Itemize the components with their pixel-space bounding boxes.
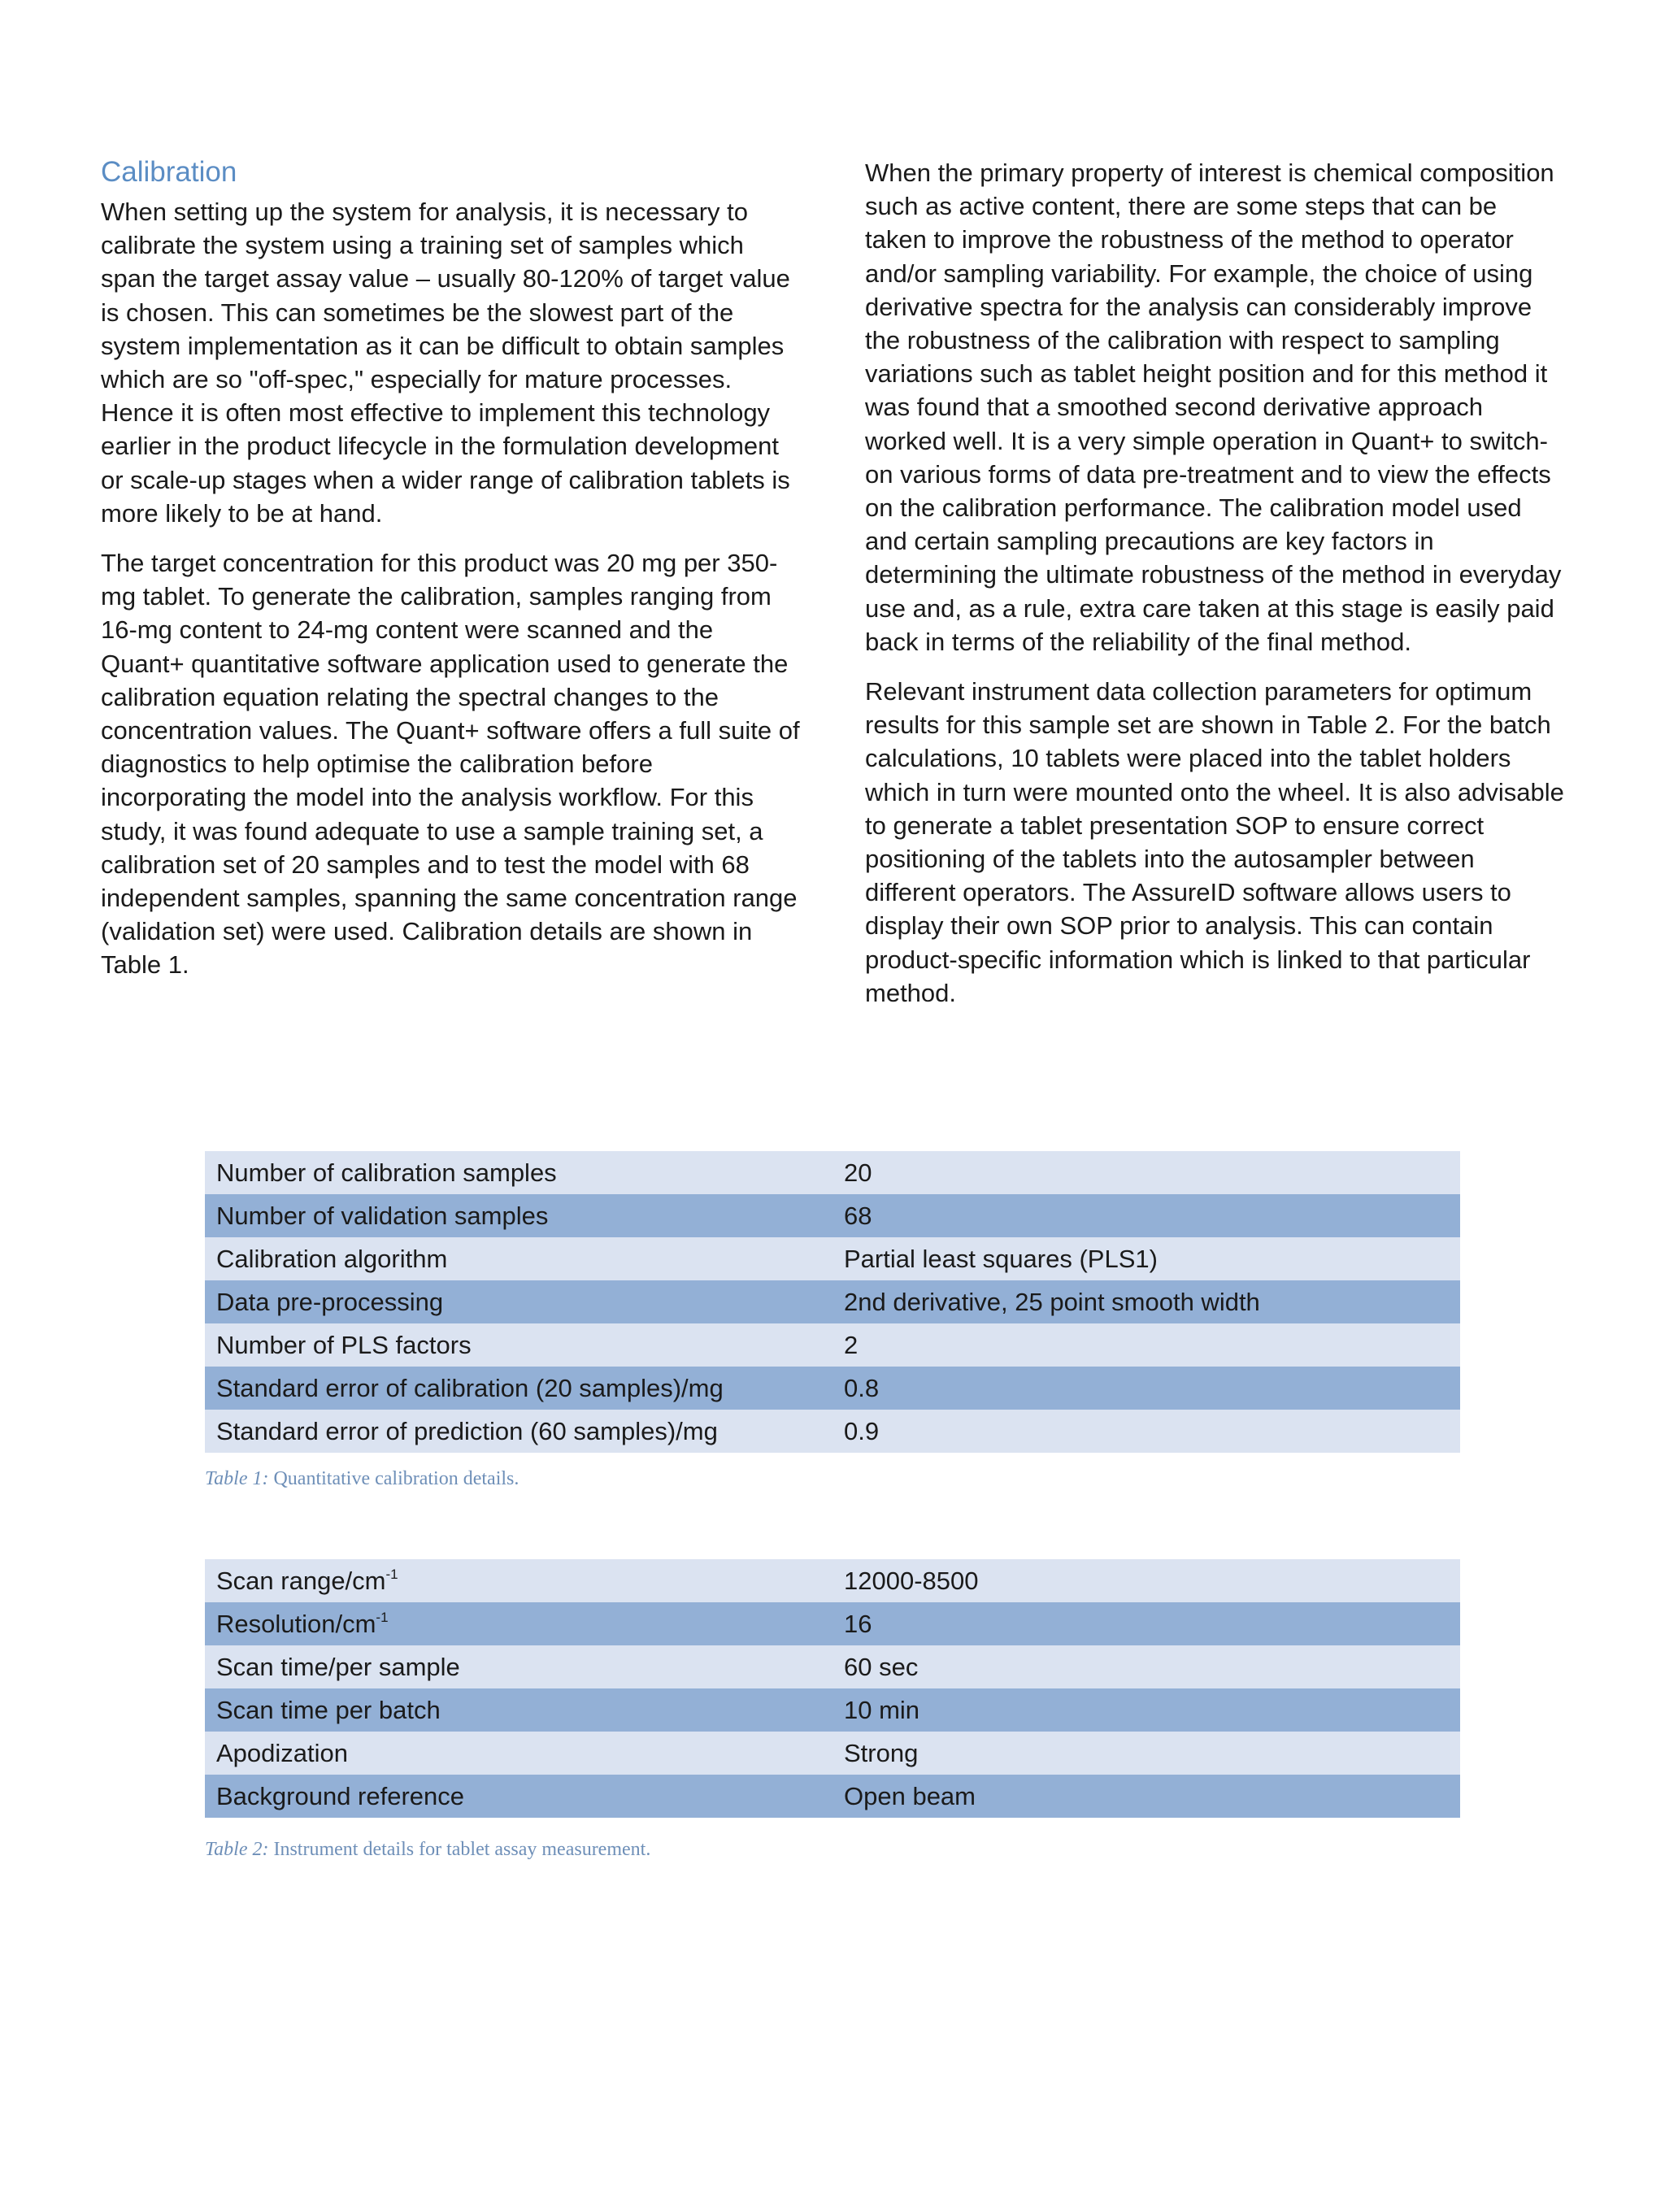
table-1-caption [205,1468,519,1490]
table-row [205,1151,1460,1194]
table-row [205,1645,1460,1688]
row-value: 60 sec [844,1652,919,1681]
caption-text: Quantitative calibration details. [273,1468,519,1489]
row-value: 10 min [844,1695,920,1724]
row-label: Calibration algorithm [216,1244,448,1273]
row-value: 0.9 [844,1416,880,1445]
instrument-details-table [205,1559,1460,1818]
table-row [205,1237,1460,1280]
table-row [205,1410,1460,1453]
table-row [205,1194,1460,1237]
row-label: Background reference [216,1781,465,1810]
row-value: Strong [844,1738,919,1767]
row-value: Partial least squares (PLS1) [844,1244,1158,1273]
table-row [205,1688,1460,1732]
caption-text: Instrument details for tablet assay measurement. [273,1839,651,1860]
table-row [205,1775,1460,1818]
row-value: 2nd derivative, 25 point smooth width [844,1287,1260,1316]
row-label: Resolution/$cm^{-1}$ [216,1609,389,1638]
row-label: Standard error of calibration (20 samples)/mg [216,1373,724,1402]
table-2-caption [205,1839,650,1861]
row-value: Open beam [844,1781,976,1810]
row-label: Scan range/$cm^{-1}$ [216,1566,398,1595]
row-label: Number of calibration samples [216,1158,557,1187]
caption-prefix: Table 2: [205,1839,269,1860]
row-label: Data pre-processing [216,1287,444,1316]
row-value: 16 [844,1609,872,1638]
calibration-details-table [205,1151,1460,1453]
paragraph: When the primary property of interest is chemical composition such as active content, there are some steps that can be taken to improve the robustness of the method to operator and/or sampling variability. For example, the choice of using derivative spectra for the analysis can considerably improve the robustness of the calibration with respect to sampling variations such as tablet height position and for this method it was found that a smoothed second derivative approach worked well. It is a very simple operation in Quant+ to switch-on various forms of data pre-treatment and to view the effects on the calibration performance. The calibration model used and certain sampling precautions are key factors in determining the ultimate robustness of the method in everyday use and, as a rule, extra care taken at this stage is easily paid back in terms of the reliability of the final method. [865,159,1562,656]
paragraph: When setting up the system for analysis, it is necessary to calibrate the system using a training set of samples which span the target assay value – usually 80-120% of target value is chosen. This can sometimes be the slowest part of the system implementation as it can be difficult to obtain samples which are so "off-spec," especially for mature processes. Hence it is often most effective to implement this technology earlier in the product lifecycle in the formulation development or scale-up stages when a wider range of calibration tablets is more likely to be at hand. [101,198,790,528]
caption-prefix: Table 1: [205,1468,269,1489]
section-heading-calibration: Calibration [101,156,237,188]
row-value: 68 [844,1201,872,1230]
table-row [205,1280,1460,1323]
row-label: Number of validation samples [216,1201,549,1230]
row-value: 20 [844,1158,872,1187]
left-column [101,148,800,998]
row-label: Number of PLS factors [216,1330,472,1359]
table-row [205,1323,1460,1367]
table-row [205,1602,1460,1645]
table-row [205,1367,1460,1410]
row-value: 2 [844,1330,859,1359]
table-row [205,1732,1460,1775]
row-label: Scan time/per sample [216,1652,460,1681]
row-label: Scan time per batch [216,1695,441,1724]
paragraph: Relevant instrument data collection parameters for optimum results for this sample set are shown in Table 2. For the batch calculations, 10 tablets were placed into the tablet holders which in turn were mounted onto the wheel. It is also advisable to generate a tablet presentation SOP to ensure correct positioning of the tablets into the autosampler between different operators. The AssureID software allows users to display their own SOP prior to analysis. This can contain product-specific information which is linked to that particular method. [865,677,1564,1007]
row-label: Apodization [216,1738,349,1767]
row-label: Standard error of prediction (60 samples)/mg [216,1416,718,1445]
row-value: 0.8 [844,1373,880,1402]
right-column [865,148,1564,1026]
row-value: 12000-8500 [844,1566,979,1595]
table-row [205,1559,1460,1602]
paragraph: The target concentration for this product was 20 mg per 350-mg tablet. To generate the calibration, samples ranging from 16-mg content to 24-mg content were scanned and the Quant+ quantitative software application used to generate the calibration equation relating the spectral changes to the concentration values. The Quant+ software offers a full suite of diagnostics to help optimise the calibration before incorporating the model into the analysis workflow. For this study, it was found adequate to use a sample training set, a calibration set of 20 samples and to test the model with 68 independent samples, spanning the same concentration range (validation set) were used. Calibration details are shown in Table 1. [101,549,800,980]
